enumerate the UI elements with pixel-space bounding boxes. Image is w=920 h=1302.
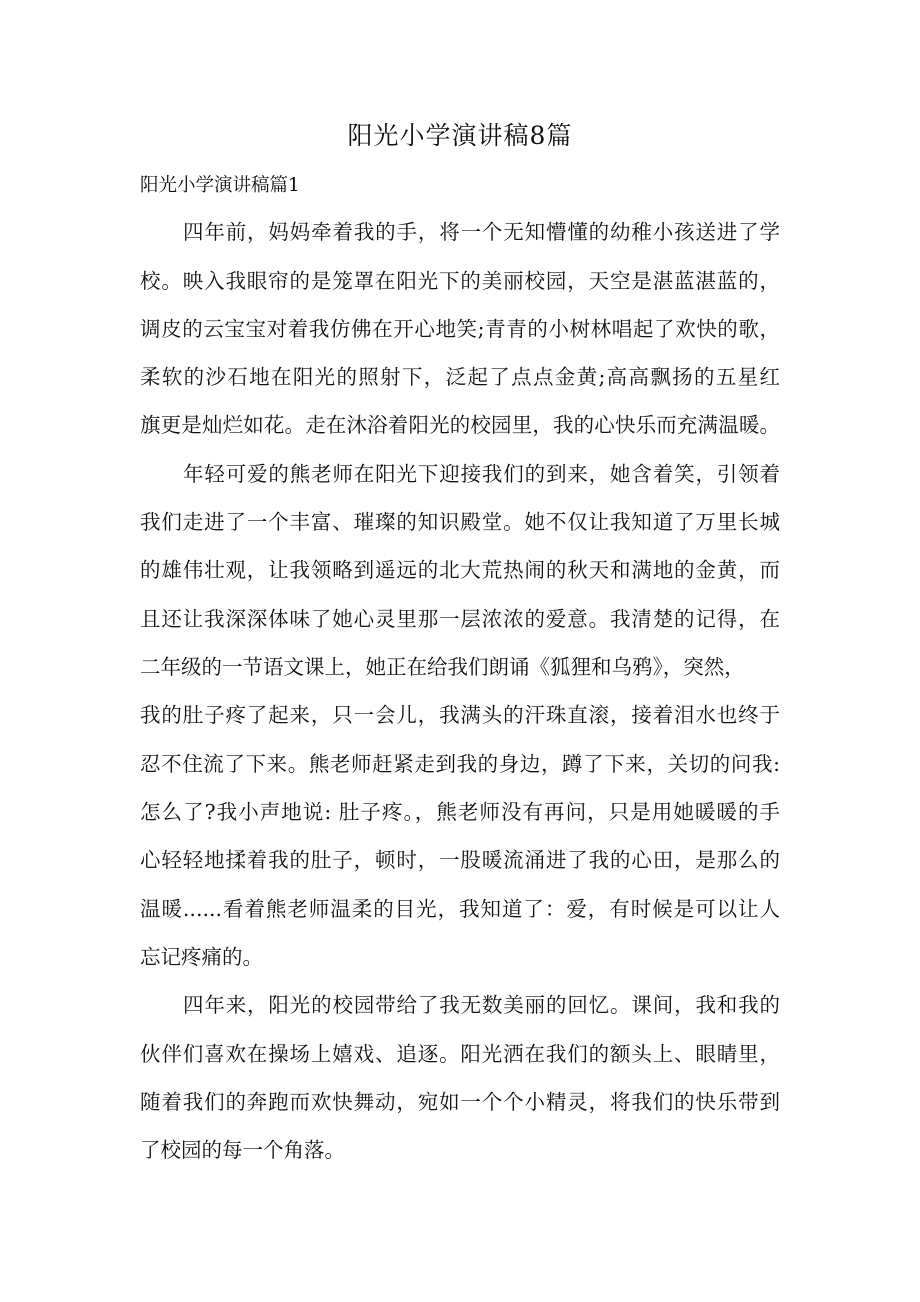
section-heading: 阳光小学演讲稿篇1 [140,175,300,196]
paragraph-1-line-3: 调皮的云宝宝对着我仿佛在开心地笑;青青的小树林唱起了欢快的歌， [140,317,780,341]
paragraph-2-line-4: 且还让我深深体味了她心灵里那一层浓浓的爱意。我清楚的记得，在 [140,607,780,631]
paragraph-1-line-5: 旗更是灿烂如花。走在沐浴着阳光的校园里，我的心快乐而充满温暖。 [140,413,780,437]
paragraph-2-line-1: 年轻可爱的熊老师在阳光下迎接我们的到来，她含着笑，引领着 [183,462,780,486]
paragraph-1-line-1: 四年前，妈妈牵着我的手，将一个无知懵懂的幼稚小孩送进了学 [183,220,780,244]
paragraph-2-line-3: 的雄伟壮观，让我领略到遥远的北大荒热闹的秋天和满地的金黄，而 [140,558,780,582]
paragraph-3-line-4: 了校园的每一个角落。 [140,1138,345,1162]
paragraph-2-line-5: 二年级的一节语文课上，她正在给我们朗诵《狐狸和乌鸦》，突然， [140,655,745,679]
paragraph-1-line-2: 校。映入我眼帘的是笼罩在阳光下的美丽校园，天空是湛蓝湛蓝的， [140,269,780,293]
paragraph-2-line-2: 我们走进了一个丰富、璀璨的知识殿堂。她不仅让我知道了万里长城 [140,510,780,534]
paragraph-2-line-11: 忘记疼痛的。 [140,945,263,969]
paragraph-1-line-4: 柔软的沙石地在阳光的照射下，泛起了点点金黄;高高飘扬的五星红 [140,365,780,389]
paragraph-3-line-1: 四年来，阳光的校园带给了我无数美丽的回忆。课间，我和我的 [183,993,780,1017]
paragraph-3-line-3: 随着我们的奔跑而欢快舞动，宛如一个个小精灵，将我们的快乐带到 [140,1090,780,1114]
paragraph-2-line-8: 怎么了?我小声地说: 肚子疼。，熊老师没有再问，只是用她暖暖的手 [140,800,780,824]
paragraph-3-line-2: 伙伴们喜欢在操场上嬉戏、追逐。阳光洒在我们的额头上、眼睛里， [140,1042,780,1066]
paragraph-2-line-7: 忍不住流了下来。熊老师赶紧走到我的身边，蹲了下来，关切的问我: [140,752,780,776]
document-title: 阳光小学演讲稿8篇 [347,121,573,150]
paragraph-2-line-6: 我的肚子疼了起来，只一会儿，我满头的汗珠直滚，接着泪水也终于 [140,703,780,727]
paragraph-2-line-9: 心轻轻地揉着我的肚子，顿时，一股暖流涌进了我的心田，是那么的 [140,848,780,872]
paragraph-2-line-10: 温暖......看着熊老师温柔的目光，我知道了：爱，有时候是可以让人 [140,897,780,921]
